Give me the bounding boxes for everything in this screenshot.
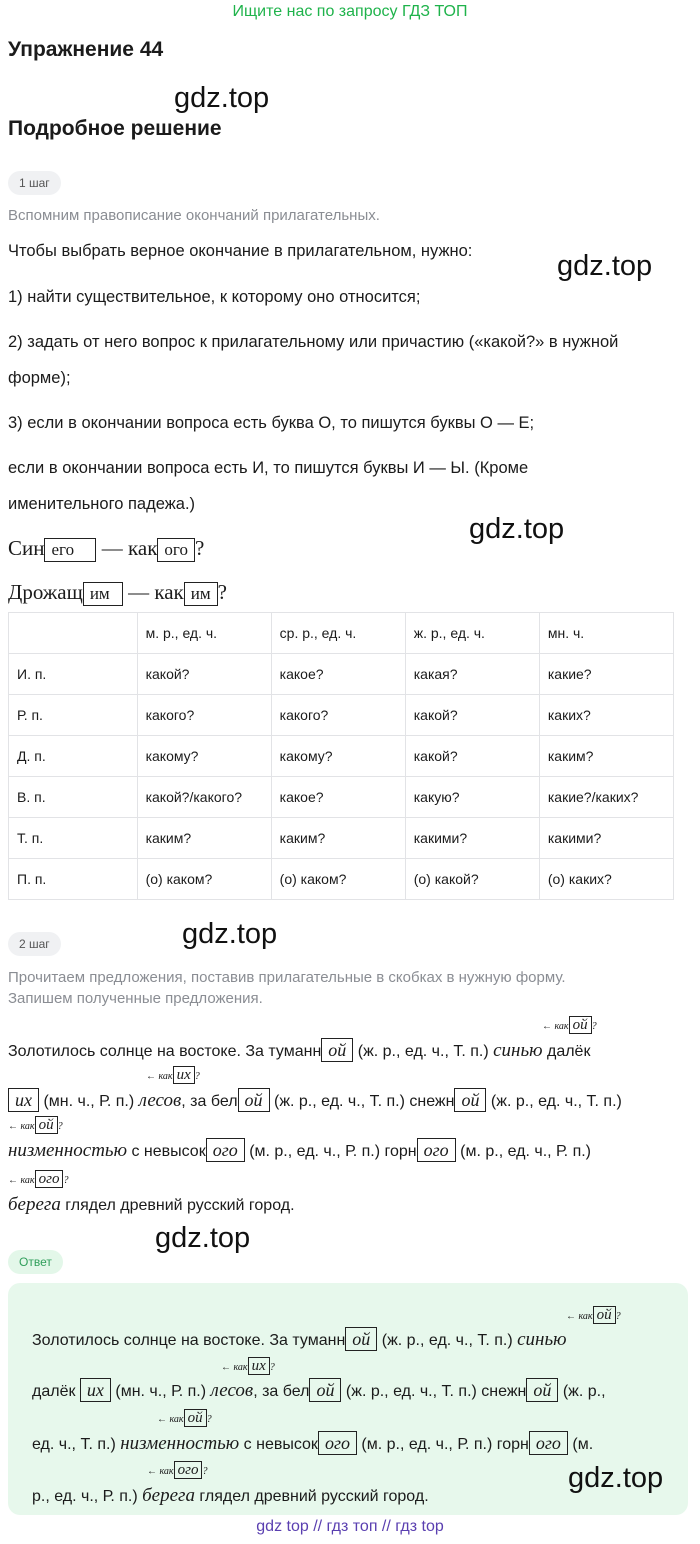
solution-line: Золотилось солнце на востоке. За туманн ой (ж. р., ед. ч., Т. п.) синью далёк: [8, 1040, 591, 1061]
answer-line: ед. ч., Т. п.) низменностью с невысок ого (м. р., ед. ч., Р. п.) горн ого (м.: [32, 1433, 594, 1454]
solution-line: берега глядел древний русский город.: [8, 1194, 295, 1215]
adjective-forms-table: [8, 612, 674, 900]
question-mark-note: ← как ого ?: [8, 1171, 69, 1187]
table-row: И. п. какой? какое? какая? какие?: [9, 654, 674, 695]
question-mark-note: ← как их ?: [146, 1067, 200, 1083]
step-note: Запишем полученные предложения.: [8, 990, 263, 1007]
watermark: gdz.top: [568, 1462, 664, 1494]
watermark: gdz.top: [469, 513, 565, 545]
rule-item: если в окончании вопроса есть И, то пишутся буквы И — Ы. (Кроме именительного падежа.): [8, 459, 529, 513]
watermark: gdz.top: [557, 250, 653, 282]
watermark: gdz.top: [174, 82, 270, 114]
footer-links[interactable]: gdz top // гдз топ // гдз top: [256, 1518, 444, 1535]
question-mark-note: ← как ой ?: [566, 1307, 621, 1323]
step-badge: 2 шаг: [8, 932, 61, 956]
solution-line: низменностью с невысок ого (м. р., ед. ч., Р. п.) горн ого (м. р., ед. ч., Р. п.): [8, 1140, 591, 1161]
watermark: gdz.top: [182, 918, 278, 950]
question-mark-note: ← как ой ?: [542, 1017, 597, 1033]
table-row: Р. п. какого? какого? какой? каких?: [9, 695, 674, 736]
table-header: м. р., ед. ч. ср. р., ед. ч. ж. р., ед. ч. мн. ч.: [9, 613, 674, 654]
table-row: Т. п. каким? каким? какими? какими?: [9, 818, 674, 859]
table-row: Д. п. какому? какому? какой? каким?: [9, 736, 674, 777]
answer-badge: Ответ: [8, 1250, 63, 1274]
rule-item: 1) найти существительное, к которому оно относится;: [8, 288, 421, 306]
step-note: Вспомним правописание окончаний прилагательных.: [8, 207, 380, 224]
watermark: gdz.top: [155, 1222, 251, 1254]
step-badge: 1 шаг: [8, 171, 61, 195]
solution-line: их (мн. ч., Р. п.) лесов, за бел ой (ж. р., ед. ч., Т. п.) снежн ой (ж. р., ед. ч., Т. п.): [8, 1088, 622, 1112]
question-mark-note: ← как ой ?: [157, 1410, 212, 1426]
rule-item: 2) задать от него вопрос к прилагательному или причастию («какой?» в нужной форме);: [8, 333, 619, 387]
table-row: В. п. какой?/какого? какое? какую? какие?/каких?: [9, 777, 674, 818]
question-mark-note: ← как их ?: [221, 1358, 275, 1374]
answer-line: далёк их (мн. ч., Р. п.) лесов, за бел ой (ж. р., ед. ч., Т. п.) снежн ой (ж. р.,: [32, 1380, 606, 1401]
page-title: Упражнение 44: [8, 38, 164, 61]
answer-line: Золотилось солнце на востоке. За туманн ой (ж. р., ед. ч., Т. п.) синью: [32, 1329, 567, 1350]
example-line: Дрожащ им — как им ?: [8, 580, 227, 604]
step-note: Прочитаем предложения, поставив прилагательные в скобках в нужную форму.: [8, 969, 566, 986]
rule-item: 3) если в окончании вопроса есть буква О, то пишутся буквы О — Е;: [8, 414, 535, 432]
question-mark-note: ← как ой ?: [8, 1117, 63, 1133]
answer-line: р., ед. ч., Р. п.) берега глядел древний русский город.: [32, 1485, 429, 1506]
question-mark-note: ← как ого ?: [147, 1462, 208, 1478]
example-line: Син его — как ого ?: [8, 536, 205, 560]
rule-intro: Чтобы выбрать верное окончание в прилагательном, нужно:: [8, 242, 473, 260]
search-banner: Ищите нас по запросу ГДЗ ТОП: [232, 3, 468, 20]
section-title: Подробное решение: [8, 117, 222, 140]
table-row: П. п. (о) каком? (о) каком? (о) какой? (о) каких?: [9, 859, 674, 900]
